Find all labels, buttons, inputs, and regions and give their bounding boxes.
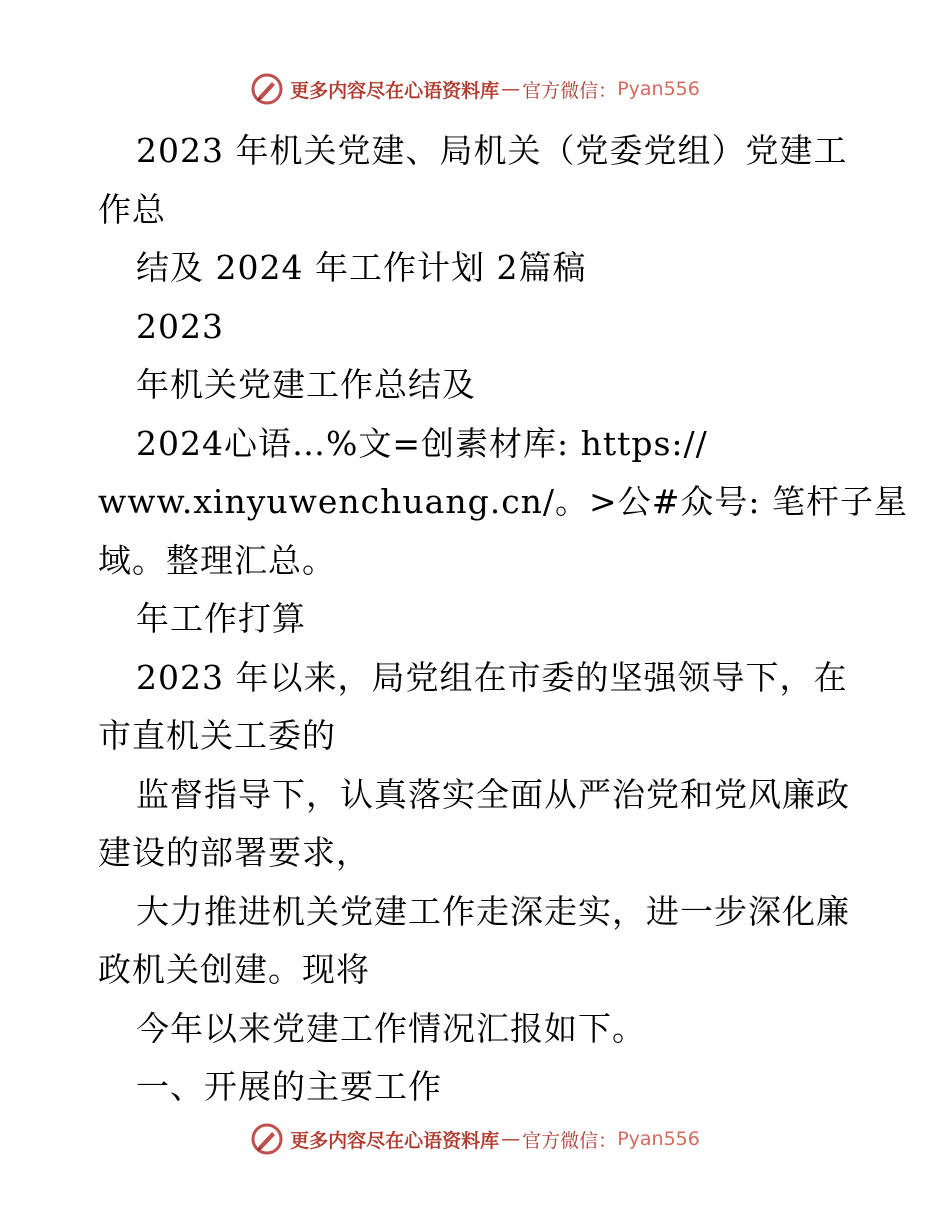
watermark-label: 官方微信： [522, 1129, 618, 1152]
watermark-separator: — [501, 78, 521, 100]
text-line: 作总 [98, 189, 166, 229]
text-line: 2023 年以来，局党组在市委的坚强领导下，在 [136, 657, 848, 697]
text-line: www.xinyuwenchuang.cn/。>公#众号: 笔杆子星 [98, 482, 908, 521]
text-line: 结及 2024 年工作计划 2篇稿 [136, 248, 587, 287]
footer-watermark [0, 1122, 950, 1156]
text-line: 政机关创建。现将 [98, 950, 370, 989]
text-line: 建设的部署要求， [98, 833, 370, 872]
text-line: 市直机关工委的 [98, 716, 336, 755]
watermark-brand: 更多内容尽在心语资料库 [290, 79, 500, 102]
text-line: 一、开展的主要工作 [136, 1067, 442, 1106]
text-line: 监督指导下，认真落实全面从严治党和党风廉政 [136, 774, 850, 814]
watermark-brand: 更多内容尽在心语资料库 [290, 1129, 500, 1152]
watermark-id: Pyan556 [617, 78, 700, 100]
watermark-separator: — [501, 1128, 521, 1150]
text-line: 2023 [136, 306, 224, 346]
text-line: 今年以来党建工作情况汇报如下。 [136, 1008, 646, 1048]
text-line: 年机关党建工作总结及 [136, 365, 476, 404]
pen-logo-icon [250, 72, 284, 106]
document-body [98, 122, 908, 1117]
watermark-label: 官方微信： [522, 79, 618, 102]
text-line: 大力推进机关党建工作走深走实，进一步深化廉 [136, 891, 850, 931]
text-line: 年工作打算 [136, 599, 306, 638]
text-line: 域。整理汇总。 [98, 540, 336, 580]
header-watermark [0, 72, 950, 106]
text-line: 2023 年机关党建、局机关（党委党组）党建工 [136, 131, 848, 170]
text-line: 2024心语…%文=创素材库: https:// [136, 423, 708, 463]
watermark-id: Pyan556 [617, 1128, 700, 1150]
pen-logo-icon [250, 1122, 284, 1156]
